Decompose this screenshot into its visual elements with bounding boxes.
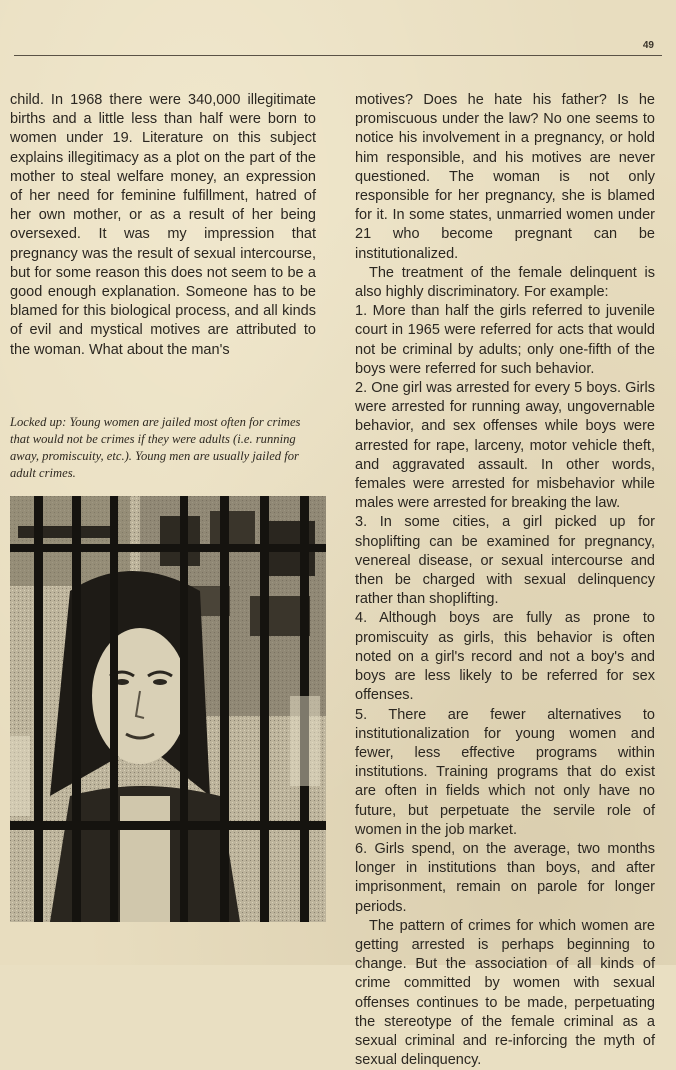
page-number: 49	[642, 40, 654, 51]
right-column-intro: motives? Does he hate his father? Is he promiscuous under the law? No one seems to notice his involvement in a pregnancy, or hold him responsible, and his motives are never questioned. The woman is not only responsible for her pregnancy, she is blamed for it. In some states, unmarried women under 21 who become pregnant can be institutionalized.	[355, 92, 655, 262]
header-rule	[14, 55, 662, 56]
list-item-1: 1. More than half the girls referred to juvenile court in 1965 were referred for acts that would not be criminal by adults; only one-fifth of the boys were referred for such behavior.	[355, 303, 655, 377]
list-item-5: 5. There are fewer alternatives to institutionalization for young women and fewer, less effective programs within institutions. Training programs that do exist are often in fields which not only have no future, but perpetuate the servile role of women in the job market.	[355, 706, 655, 838]
right-column	[355, 91, 655, 1070]
right-column-closing: The pattern of crimes for which women are getting arrested is perhaps beginning to change. But the association of all kinds of crime committed by women with sexual offenses continues to be made, perpetuating the stereotype of the female criminal as a sexual criminal and re-inforcing the myth of sexual delinquency.	[355, 917, 655, 1069]
right-column-lead: The treatment of the female delinquent is also highly discriminatory. For example:	[355, 264, 655, 301]
list-item-3: 3. In some cities, a girl picked up for shoplifting can be examined for pregnancy, venereal disease, or sexual intercourse and then be charged with sexual delinquency rather than shoplifting.	[355, 514, 655, 608]
photo-caption: Locked up: Young women are jailed most often for crimes that would not be crimes if they were adults (i.e. running away, promiscuity, etc.). Young men are usually jailed for adult crimes.	[10, 415, 301, 480]
left-column	[10, 91, 316, 360]
list-item-6: 6. Girls spend, on the average, two months longer in institutions than boys, and after imprisonment, remain on parole for longer periods.	[355, 840, 655, 915]
list-item-4: 4. Although boys are fully as prone to promiscuity as girls, this behavior is often noted on a girl's record and not a boy's and boys are less likely to be referred for sex offenses.	[355, 610, 655, 704]
list-item-2: 2. One girl was arrested for every 5 boys. Girls were arrested for running away, ungovernable behavior, and sex offenses while boys were arrested for rape, larceny, motor vehicle theft, and aggravated assault. In other words, females were arrested for misbehavior while males were arrested for breaking the law.	[355, 380, 655, 512]
woman-behind-bars-photo	[10, 496, 326, 922]
left-column-text: child. In 1968 there were 340,000 illegitimate births and a little less than half were born to women under 19. Literature on this subject explains illegitimacy as a plot on the part of the mother to steal welfare money, an expression of her need for feminine fulfillment, hatred of her own mother, or as a result of her being oversexed. It was my impression that pregnancy was the result of sexual intercourse, but for some reason this does not seem to be a good enough explanation. Someone has to be blamed for this biological process, and all kinds of evil and mystical motives are attributed to the woman. What about the man's	[10, 92, 316, 358]
